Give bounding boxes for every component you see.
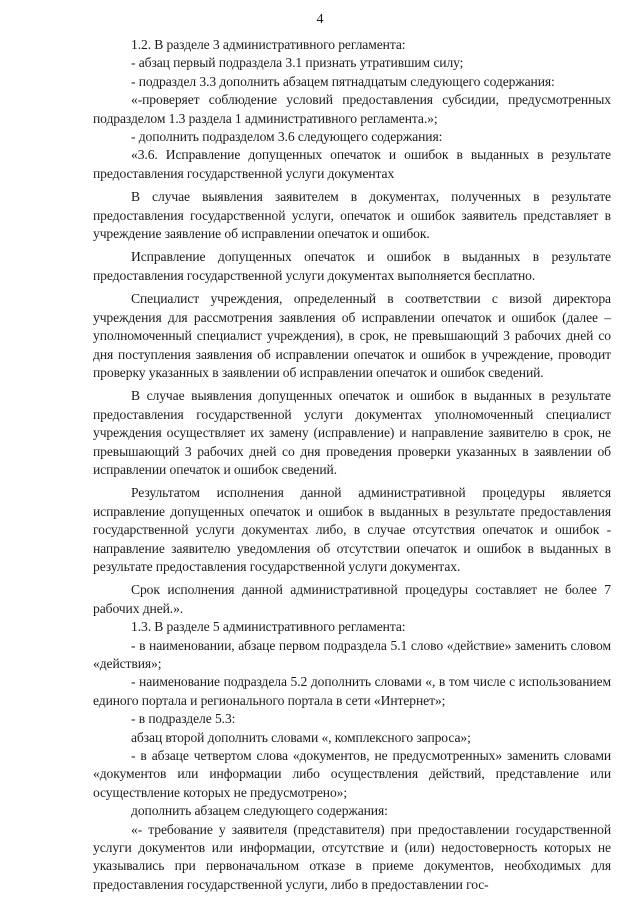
paragraph: абзац второй дополнить словами «, комплексного запроса»; [131,729,471,745]
paragraph: - подраздел 3.3 дополнить абзацем пятнадцатым следующего содержания: [131,73,555,89]
paragraph: «-проверяет соблюдение условий предоставления субсидии, предусмотренных подразделом 1.3 раздела 1 административного регламента.»; [93,92,611,126]
paragraph: - в наименовании, абзаце первом подраздела 5.1 слово «действие» заменить словом «действия»; [93,637,611,671]
paragraph: В случае выявления допущенных опечаток и ошибок в выданных в результате предоставления государственной услуги документах уполномоченный специалист учреждения осуществляет их замену (исправление) и направление заявителю в срок, не превышающий 3 рабочих дней со дня проведения проверки указанных в заявлении об исправлении опечаток и ошибок сведений. [93,388,611,477]
paragraph: 1.2. В разделе 3 административного регламента: [131,37,406,52]
paragraph: - дополнить подразделом 3.6 следующего содержания: [131,129,443,145]
paragraph: «- требование у заявителя (представителя) при предоставлении государственной услуги документов или информации, отсутствие и (или) недостоверность которых не указывались при первоначальном отказе в приеме документов, необходимых для предоставления государственной услуги, либо в предоставлении гос- [93,821,611,892]
paragraph: «3.6. Исправление допущенных опечаток и ошибок в выданных в результате предоставления государственной услуги документах [93,147,611,181]
paragraph: Исправление допущенных опечаток и ошибок в выданных в результате предоставления государственной услуги документах выполняется бесплатно. [93,249,611,283]
paragraph: Результатом исполнения данной административной процедуры является исправление допущенных опечаток и ошибок в выданных в результате предоставления государственной услуги документах либо, в случае отсутствия опечаток и ошибок - направление заявителю уведомления об отсутствии опечаток и ошибок в выданных в результате предоставления государственной услуги документах. [93,485,611,574]
paragraph: - абзац первый подраздела 3.1 признать утратившим силу; [131,55,464,71]
paragraph: дополнить абзацем следующего содержания: [131,803,388,819]
page-number: 4 [316,12,324,27]
paragraph: Срок исполнения данной административной процедуры составляет не более 7 рабочих дней.». [93,582,611,616]
paragraph: В случае выявления заявителем в документах, полученных в результате предоставления государственной услуги, опечаток и ошибок заявитель представляет в учреждение заявление об исправлении опечаток и ошибок. [93,189,611,242]
paragraph: 1.3. В разделе 5 административного регламента: [131,619,406,635]
paragraph: - в абзаце четвертом слова «документов, не предусмотренных» заменить словами «документов или информации либо осуществления действий, представление или осуществление которых не предусмотрено»; [93,748,611,800]
paragraph: - в подразделе 5.3: [131,711,236,727]
paragraph: - наименование подраздела 5.2 дополнить словами «, в том числе с использованием единого портала и регионального портала в сети «Интернет»; [93,674,611,708]
paragraph: Специалист учреждения, определенный в соответствии с визой директора учреждения для рассмотрения заявления об исправлении опечаток и ошибок (далее – уполномоченный специалист учреждения), в срок, не превышающий 3 рабочих дней со дня поступления заявления об исправлении опечаток и ошибок в учреждение, проводит проверку указанных в заявлении об исправлении опечаток и ошибок сведений. [93,291,611,380]
document-body [93,36,611,894]
